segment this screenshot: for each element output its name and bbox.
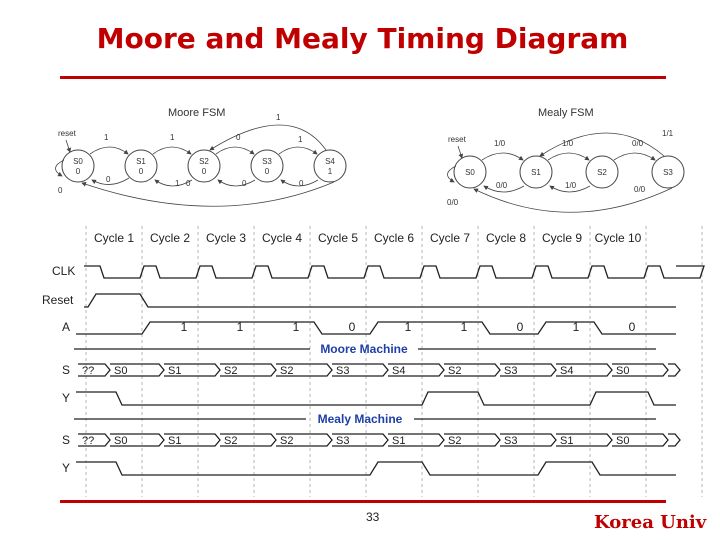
clk-waveform — [84, 266, 704, 278]
state-value: S1 — [168, 435, 182, 447]
moore-state-name: S2 — [199, 157, 209, 166]
mealy-edge-label: 1/0 — [562, 139, 574, 148]
state-value: S2 — [448, 435, 462, 447]
a-value: 1 — [404, 320, 412, 334]
mealy-edge-label: 0/0 — [496, 181, 508, 190]
signal-label-mealy-s: S — [62, 433, 71, 447]
cycle-label: Cycle 9 — [541, 231, 583, 245]
a-value: 1 — [180, 320, 188, 334]
moore-state-name: S0 — [73, 157, 83, 166]
state-value: S2 — [448, 365, 462, 377]
cycle-label: Cycle 8 — [485, 231, 527, 245]
cycle-label: Cycle 4 — [261, 231, 303, 245]
moore-edge-label: 1 — [170, 133, 175, 142]
mealy-section-header — [74, 412, 656, 426]
state-value: S1 — [392, 435, 406, 447]
a-value: 1 — [292, 320, 300, 334]
mealy-edge-label: 1/0 — [494, 139, 506, 148]
mealy-edge-label: 0/0 — [634, 185, 646, 194]
signal-label-clk: CLK — [52, 264, 76, 278]
state-value: S0 — [114, 365, 128, 377]
a-value: 0 — [516, 320, 524, 334]
moore-section-header — [74, 342, 656, 356]
page-title: Moore and Mealy Timing Diagram — [96, 22, 629, 55]
state-value: S2 — [280, 435, 294, 447]
a-value: 1 — [460, 320, 468, 334]
mealy-edge-label: 1/1 — [662, 129, 674, 138]
mealy-state-s2 — [586, 156, 618, 188]
moore-state-labels — [82, 365, 629, 377]
moore-edge-label: 1 — [104, 133, 109, 142]
state-value: S3 — [336, 365, 350, 377]
mealy-section-title: Mealy Machine — [317, 412, 403, 426]
moore-state-s2 — [188, 150, 220, 182]
state-value: S4 — [392, 365, 406, 377]
mealy-state-name: S3 — [663, 168, 673, 177]
moore-state-s3 — [251, 150, 283, 182]
reset-waveform — [84, 294, 676, 307]
a-value: 0 — [348, 320, 356, 334]
mealy-state-s0 — [454, 156, 486, 188]
mealy-state-name: S0 — [465, 168, 475, 177]
a-waveform — [76, 322, 676, 334]
moore-y-waveform — [76, 392, 676, 405]
state-value: S2 — [280, 365, 294, 377]
mealy-state-s3 — [652, 156, 684, 188]
footer-rule — [60, 500, 666, 503]
moore-state-name: S1 — [136, 157, 146, 166]
signal-label-a: A — [62, 320, 71, 334]
state-value: S3 — [336, 435, 350, 447]
moore-edge-label: 0 — [186, 179, 191, 188]
moore-edge-label: 1 — [276, 113, 281, 122]
signal-label-mealy-y: Y — [62, 461, 71, 475]
moore-edge-label: 0 — [106, 175, 111, 184]
moore-state-output: 0 — [201, 167, 207, 176]
moore-fsm-title: Moore FSM — [168, 107, 226, 119]
moore-state-name: S3 — [262, 157, 272, 166]
moore-reset-label: reset — [58, 129, 76, 138]
signal-label-moore-s: S — [62, 363, 71, 377]
state-value: S0 — [616, 365, 630, 377]
mealy-state-name: S1 — [531, 168, 541, 177]
mealy-state-labels — [82, 435, 629, 447]
state-value: S4 — [560, 365, 574, 377]
moore-state-output: 0 — [138, 167, 144, 176]
moore-fsm — [55, 107, 346, 206]
a-value: 1 — [236, 320, 244, 334]
moore-state-output: 1 — [327, 167, 333, 176]
state-value: S3 — [504, 365, 518, 377]
moore-state-s0 — [62, 150, 94, 182]
state-value: S1 — [560, 435, 574, 447]
state-value: S2 — [224, 365, 238, 377]
moore-edge-label: 0 — [299, 179, 304, 188]
moore-edge-label: 0 — [242, 179, 247, 188]
mealy-reset-label: reset — [448, 135, 466, 144]
moore-state-name: S4 — [325, 157, 335, 166]
timing-diagram — [42, 226, 704, 497]
state-value: ?? — [82, 435, 95, 447]
a-value: 1 — [572, 320, 580, 334]
mealy-edge-label: 0/0 — [447, 198, 459, 207]
cycle-label: Cycle 10 — [594, 231, 642, 245]
signal-label-reset: Reset — [42, 293, 74, 307]
state-value: S2 — [224, 435, 238, 447]
moore-state-s1 — [125, 150, 157, 182]
footer-brand: Korea Univ — [594, 512, 707, 533]
cycle-gridlines — [86, 226, 702, 497]
cycle-label: Cycle 3 — [205, 231, 247, 245]
mealy-state-name: S2 — [597, 168, 607, 177]
state-value: S3 — [504, 435, 518, 447]
moore-edge-label: 1 — [175, 179, 180, 188]
cycle-label: Cycle 5 — [317, 231, 359, 245]
moore-state-output: 0 — [75, 167, 81, 176]
moore-state-output: 0 — [264, 167, 270, 176]
mealy-edge-label: 1/0 — [565, 181, 577, 190]
cycle-label: Cycle 7 — [429, 231, 471, 245]
mealy-edge-label: 0/0 — [632, 139, 644, 148]
moore-edge-label: 0 — [58, 186, 63, 195]
state-value: S0 — [114, 435, 128, 447]
moore-state-s4 — [314, 150, 346, 182]
page-number: 33 — [366, 510, 380, 524]
state-value: ?? — [82, 365, 95, 377]
mealy-fsm — [447, 107, 684, 212]
mealy-fsm-title: Mealy FSM — [538, 107, 594, 119]
mealy-y-waveform — [76, 462, 676, 475]
cycle-label: Cycle 1 — [93, 231, 135, 245]
moore-edge-label: 1 — [298, 135, 303, 144]
moore-edge-label: 0 — [236, 133, 241, 142]
mealy-state-s1 — [520, 156, 552, 188]
moore-section-title: Moore Machine — [320, 342, 408, 356]
a-value: 0 — [628, 320, 636, 334]
state-value: S1 — [168, 365, 182, 377]
state-value: S0 — [616, 435, 630, 447]
cycle-label: Cycle 2 — [149, 231, 191, 245]
signal-label-moore-y: Y — [62, 391, 71, 405]
cycle-label: Cycle 6 — [373, 231, 415, 245]
cycle-labels — [94, 231, 642, 245]
